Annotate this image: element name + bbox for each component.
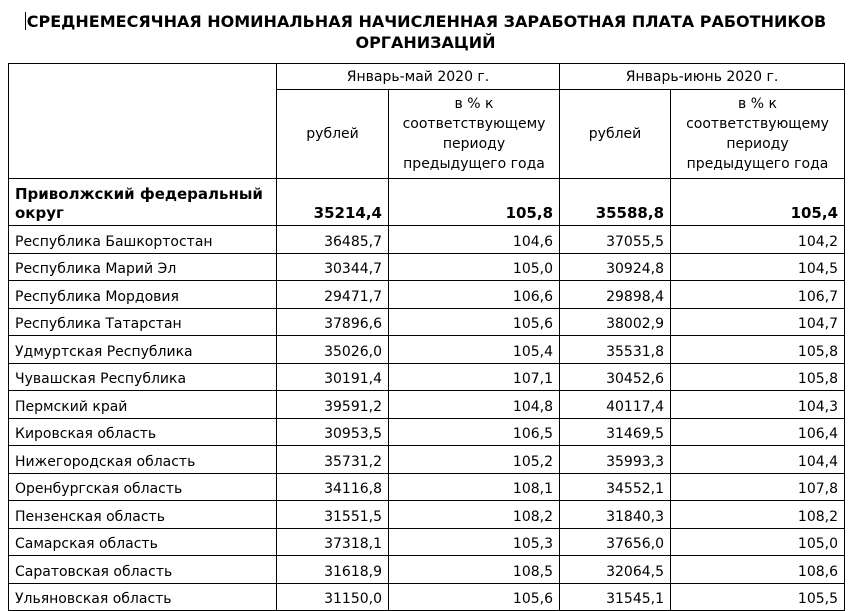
region-rub-1: 37896,6 <box>277 308 389 336</box>
table-row <box>9 226 845 254</box>
region-name: Республика Марий Эл <box>9 253 277 281</box>
table-row <box>9 583 845 611</box>
title-line-1-text: СРЕДНЕМЕСЯЧНАЯ НОМИНАЛЬНАЯ НАЧИСЛЕННАЯ ЗАРАБОТНАЯ ПЛАТА РАБОТНИКОВ <box>26 12 827 31</box>
region-rub-1: 31618,9 <box>277 556 389 584</box>
region-name: Оренбургская область <box>9 473 277 501</box>
table-row <box>9 528 845 556</box>
region-pct-1: 105,4 <box>389 336 560 364</box>
region-pct-2: 107,8 <box>671 473 845 501</box>
header-period-2: Январь-июнь 2020 г. <box>560 64 845 90</box>
region-rub-1: 35026,0 <box>277 336 389 364</box>
region-pct-1: 108,2 <box>389 501 560 529</box>
region-pct-1: 106,5 <box>389 418 560 446</box>
table-row <box>9 473 845 501</box>
header-pct-2: в % к соответствующему периоду предыдущего года <box>671 90 845 179</box>
region-pct-1: 104,8 <box>389 391 560 419</box>
region-rub-2: 30924,8 <box>560 253 671 281</box>
region-name: Чувашская Республика <box>9 363 277 391</box>
region-rub-2: 40117,4 <box>560 391 671 419</box>
region-pct-1: 106,6 <box>389 281 560 309</box>
region-pct-1: 105,6 <box>389 583 560 611</box>
region-pct-2: 104,7 <box>671 308 845 336</box>
region-name: Самарская область <box>9 528 277 556</box>
title-line-1 <box>0 11 851 32</box>
region-pct-1: 105,6 <box>389 308 560 336</box>
region-rub-1: 34116,8 <box>277 473 389 501</box>
region-rub-1: 37318,1 <box>277 528 389 556</box>
region-pct-1: 105,3 <box>389 528 560 556</box>
region-name: Республика Башкортостан <box>9 226 277 254</box>
region-pct-2: 108,2 <box>671 501 845 529</box>
region-name: Пензенская область <box>9 501 277 529</box>
table-row <box>9 363 845 391</box>
header-rub-1: рублей <box>277 90 389 179</box>
region-pct-1: 108,5 <box>389 556 560 584</box>
region-name: Удмуртская Республика <box>9 336 277 364</box>
region-pct-1: 104,6 <box>389 226 560 254</box>
table-row <box>9 446 845 474</box>
region-pct-2: 105,8 <box>671 363 845 391</box>
region-pct-1: 105,2 <box>389 446 560 474</box>
federal-rub-1: 35214,4 <box>277 179 389 226</box>
table-row <box>9 308 845 336</box>
federal-pct-2: 105,4 <box>671 179 845 226</box>
table-row <box>9 556 845 584</box>
region-rub-1: 31150,0 <box>277 583 389 611</box>
region-name: Республика Татарстан <box>9 308 277 336</box>
region-pct-1: 108,1 <box>389 473 560 501</box>
header-region-cell <box>9 64 277 179</box>
region-pct-2: 104,5 <box>671 253 845 281</box>
federal-district-row <box>9 179 845 226</box>
region-pct-2: 106,7 <box>671 281 845 309</box>
region-rub-1: 30344,7 <box>277 253 389 281</box>
region-rub-1: 36485,7 <box>277 226 389 254</box>
region-rub-2: 30452,6 <box>560 363 671 391</box>
region-rub-2: 31545,1 <box>560 583 671 611</box>
region-rub-2: 37055,5 <box>560 226 671 254</box>
header-rub-2: рублей <box>560 90 671 179</box>
region-name: Нижегородская область <box>9 446 277 474</box>
table-row <box>9 418 845 446</box>
header-pct-1: в % к соответствующему периоду предыдущего года <box>389 90 560 179</box>
region-rub-2: 32064,5 <box>560 556 671 584</box>
region-pct-1: 105,0 <box>389 253 560 281</box>
salary-table <box>8 63 845 611</box>
region-rub-1: 30191,4 <box>277 363 389 391</box>
table-row <box>9 281 845 309</box>
region-pct-2: 104,2 <box>671 226 845 254</box>
region-name: Кировская область <box>9 418 277 446</box>
federal-pct-1: 105,8 <box>389 179 560 226</box>
federal-rub-2: 35588,8 <box>560 179 671 226</box>
federal-district-name: Приволжский федеральный округ <box>9 179 277 226</box>
page-title <box>0 11 851 53</box>
region-rub-2: 34552,1 <box>560 473 671 501</box>
region-rub-1: 29471,7 <box>277 281 389 309</box>
region-pct-2: 105,8 <box>671 336 845 364</box>
table-row <box>9 391 845 419</box>
header-row-periods <box>9 64 845 90</box>
region-rub-2: 37656,0 <box>560 528 671 556</box>
region-pct-2: 104,3 <box>671 391 845 419</box>
table-row <box>9 253 845 281</box>
region-rub-1: 39591,2 <box>277 391 389 419</box>
text-cursor <box>25 12 26 30</box>
region-rub-2: 31840,3 <box>560 501 671 529</box>
region-name: Саратовская область <box>9 556 277 584</box>
region-rub-2: 29898,4 <box>560 281 671 309</box>
region-rub-2: 38002,9 <box>560 308 671 336</box>
table-row <box>9 501 845 529</box>
region-name: Ульяновская область <box>9 583 277 611</box>
table-row <box>9 336 845 364</box>
header-period-1: Январь-май 2020 г. <box>277 64 560 90</box>
region-rub-1: 31551,5 <box>277 501 389 529</box>
region-rub-2: 35531,8 <box>560 336 671 364</box>
region-name: Республика Мордовия <box>9 281 277 309</box>
region-pct-1: 107,1 <box>389 363 560 391</box>
region-rub-1: 35731,2 <box>277 446 389 474</box>
region-pct-2: 105,5 <box>671 583 845 611</box>
region-rub-1: 30953,5 <box>277 418 389 446</box>
region-name: Пермский край <box>9 391 277 419</box>
region-rub-2: 35993,3 <box>560 446 671 474</box>
region-pct-2: 108,6 <box>671 556 845 584</box>
region-rub-2: 31469,5 <box>560 418 671 446</box>
region-pct-2: 105,0 <box>671 528 845 556</box>
region-pct-2: 106,4 <box>671 418 845 446</box>
region-pct-2: 104,4 <box>671 446 845 474</box>
title-line-2: ОРГАНИЗАЦИЙ <box>355 33 496 52</box>
